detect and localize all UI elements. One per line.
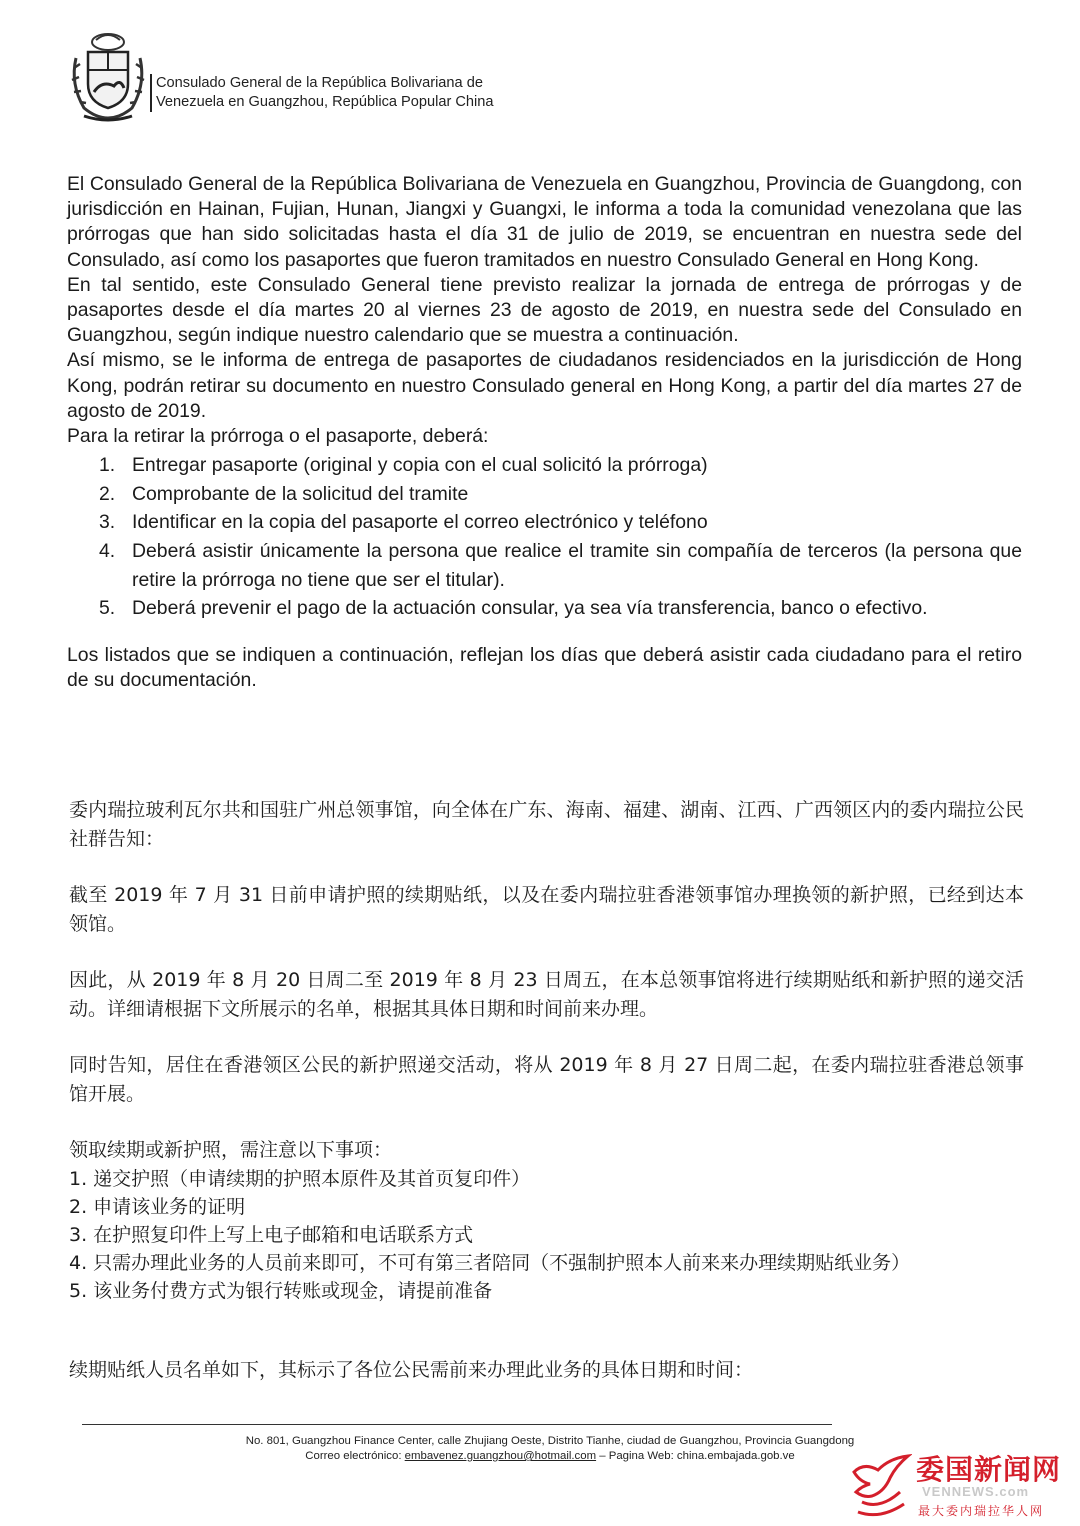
watermark-domain: VENNEWS.com [922,1484,1030,1499]
list-item-text: Deberá prevenir el pago de la actuación consular, ya sea vía transferencia, banco o efectivo. [132,597,928,620]
consulate-name-line2: Venezuela en Guangzhou, República Popular China [156,94,494,110]
list-item-text: Deberá asistir únicamente la persona que realice el tramite sin compañía de terceros (la persona que retire la prórroga no tiene que ser el titular). [132,540,1022,591]
es-closing: Los listados que se indiquen a continuación, reflejan los días que deberá asistir cada ciudadano para el retiro de su documentación. [67,643,1022,691]
list-item-number: 4. [99,540,116,563]
es-paragraph-3: Así mismo, se le informa de entrega de pasaportes de ciudadanos residenciados en la jurisdicción de Hong Kong, podrán retirar su documento en nuestro Consulado general en Hong Kong, a partir del día martes 27 de agosto de 2019. [67,349,1022,422]
es-requirements-list [67,451,1022,623]
es-list-intro: Para la retirar la prórroga o el pasaporte, deberá: [67,425,489,448]
zh-closing: 续期贴纸人员名单如下，其标示了各位公民需前来办理此业务的具体日期和时间： [69,1358,754,1381]
list-item [67,451,1022,480]
list-item-number: 2. [99,482,116,505]
zh-paragraph-2: 截至 2019 年 7 月 31 日前申请护照的续期贴纸，以及在委内瑞拉驻香港领事馆办理换领的新护照，已经到达本领馆。 [69,884,1024,935]
list-item-text: Identificar en la copia del pasaporte el correo electrónico y teléfono [132,511,708,534]
footer-address: No. 801, Guangzhou Finance Center, calle Zhujiang Oeste, Distrito Tianhe, ciudad de Guangzhou, Provincia Guangdong [245,1435,855,1447]
bird-logo-icon [850,1452,912,1520]
list-item: 4. 只需办理此业务的人员前来即可，不可有第三者陪同（不强制护照本人前来来办理续期贴纸业务） [69,1252,911,1275]
footer-divider [82,1424,832,1425]
list-item-text: Comprobante de la solicitud del tramite [132,482,469,505]
spanish-notice [67,172,1022,693]
web-link[interactable]: china.embajada.gob.ve [676,1450,795,1462]
list-item: 5. 该业务付费方式为银行转账或现金，请提前准备 [69,1280,493,1303]
watermark-slogan: 最大委内瑞拉华人网 [918,1504,1045,1518]
email-label: Correo electrónico: [305,1450,405,1462]
list-item [67,508,1022,537]
list-item-number: 1. [99,454,116,477]
site-watermark [846,1452,1076,1526]
list-item: 1. 递交护照（申请续期的护照本原件及其首页复印件） [69,1167,531,1190]
consulate-name [150,74,570,112]
list-item-text: Entregar pasaporte (original y copia con el cual solicitó la prórroga) [132,454,708,477]
es-paragraph-2: En tal sentido, este Consulado General tiene previsto realizar la jornada de entrega de prórrogas y de pasaportes desde el día martes 20 al viernes 23 de agosto de 2019, en nuestra sede del Consulado en Guangzhou, según indique nuestro calendario que se muestra a continuación. [67,273,1022,347]
list-item-number: 5. [99,597,116,620]
zh-paragraph-3: 因此，从 2019 年 8 月 20 日周二至 2019 年 8 月 23 日周五，在本总领事馆将进行续期贴纸和新护照的递交活动。详细请根据下文所展示的名单，根据其具体日期和时间前来办理。 [69,969,1024,1020]
list-item-number: 3. [99,511,116,534]
watermark-title: 委国新闻网 [916,1453,1062,1486]
email-link[interactable]: embavenez.guangzhou@hotmail.com [404,1450,597,1462]
web-label: – Pagina Web: [596,1450,677,1462]
zh-requirements-list [69,1165,1024,1306]
zh-paragraph-1: 委内瑞拉玻利瓦尔共和国驻广州总领事馆，向全体在广东、海南、福建、湖南、江西、广西领区内的委内瑞拉公民社群告知： [69,799,1024,850]
chinese-notice [69,796,1024,1412]
coat-of-arms-icon [66,28,150,124]
consulate-name-line1: Consulado General de la República Bolivariana de [156,75,483,91]
list-item [67,537,1022,594]
zh-list-intro: 领取续期或新护照，需注意以下事项： [69,1139,393,1161]
list-item [67,480,1022,509]
list-item: 2. 申请该业务的证明 [69,1195,246,1218]
zh-paragraph-4: 同时告知，居住在香港领区公民的新护照递交活动，将从 2019 年 8 月 27 日周二起，在委内瑞拉驻香港总领事馆开展。 [69,1054,1024,1105]
list-item: 3. 在护照复印件上写上电子邮箱和电话联系方式 [69,1223,474,1246]
list-item [67,594,1022,623]
es-paragraph-1: El Consulado General de la República Bolivariana de Venezuela en Guangzhou, Provincia de Guangdong, con jurisdicción en Hainan, Fujian, Hunan, Jiangxi y Guangxi, le informa a toda la comunidad venezolana que las prórrogas que han sido solicitadas hasta el día 31 de julio de 2019, se encuentran en nuestra sede del Consulado, así como los pasaportes que fueron tramitados en nuestro Consulado General en Hong Kong. [67,173,1022,271]
